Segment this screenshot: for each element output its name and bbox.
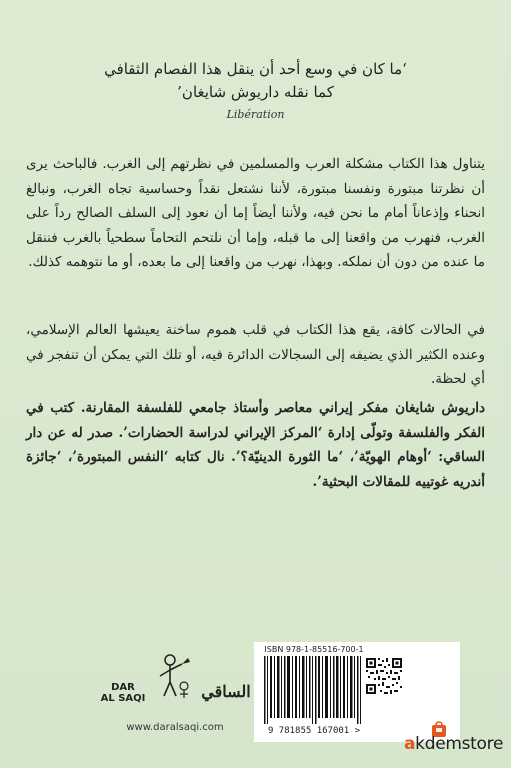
publisher-website: www.daralsaqi.com (126, 722, 224, 733)
publisher-logo (92, 652, 262, 716)
store-name-prefix: a (404, 734, 416, 754)
publisher-name-en (100, 682, 146, 704)
author-bio: داريوش شايغان مفكر إيراني معاصر وأستاذ جامعي للفلسفة المقارنة. كتب في الفكر والفلسفة وتولّى إدارة ‘المركز الإيراني لدراسة الحضارات’. صدر له عن دار الساقي: ‘أوهام الهويّة’، ‘ما الثورة الدينيّة؟’. نال كتابه ‘النفس المبتورة’، ‘جائزة أندريه غوتييه للمقالات البحثية’. (26, 400, 485, 490)
store-name-suffix: kdemstore (415, 734, 504, 754)
isbn-label: ISBN 978-1-85516-700-1 (264, 645, 364, 654)
barcode-digits: 9 781855 167001 > (267, 726, 361, 736)
quote-line-1: ‘ما كان في وسع أحد أن ينقل هذا الفصام الثقافي (104, 60, 407, 78)
cover-quote (40, 58, 471, 104)
store-watermark (404, 720, 508, 760)
quote-source: Libération (226, 108, 285, 121)
description-paragraph-1: يتناول هذا الكتاب مشكلة العرب والمسلمين في نظرتهم إلى الغرب. فالباحث يرى أن نظرتنا مبتورة ونفسنا مبتورة، لأننا نشتعل نقداً وحساسية تجاه الغرب، ونبالغ انحناء وإذعاناً أمام ما نحن فيه، ولأننا أيضاً إما أن نعود إلى السلف الصالح رداً على الغرب، فنهرب من واقعنا إلى ما قبله، وإما أن نلتحم التحاماً سطحياً بالغرب فننقل ما عنده من دون أن نملكه. وبهذا، نهرب من واقعنا إلى ما بعده، أو ما نتوهمه كذلك. (26, 156, 485, 270)
qr-code-icon (366, 658, 402, 694)
publisher-name-en-line-1: DAR (111, 682, 135, 693)
quote-line-2: كما نقله داريوش شايغان’ (177, 83, 334, 101)
publisher-name-en-line-2: AL SAQI (100, 693, 146, 704)
description-paragraph-2: في الحالات كافة، يقع هذا الكتاب في قلب هموم ساخنة يعيشها العالم الإسلامي، وعنده الكثير الذي يضيفه إلى السجالات الدائرة فيه، أو تلك التي يمكن أن تنفجر في أي لحظة. (26, 322, 485, 387)
store-name (404, 734, 508, 754)
publisher-name-ar: الساقي (201, 682, 251, 701)
barcode-graphic (254, 656, 374, 726)
publisher-figure-icon (156, 652, 192, 702)
